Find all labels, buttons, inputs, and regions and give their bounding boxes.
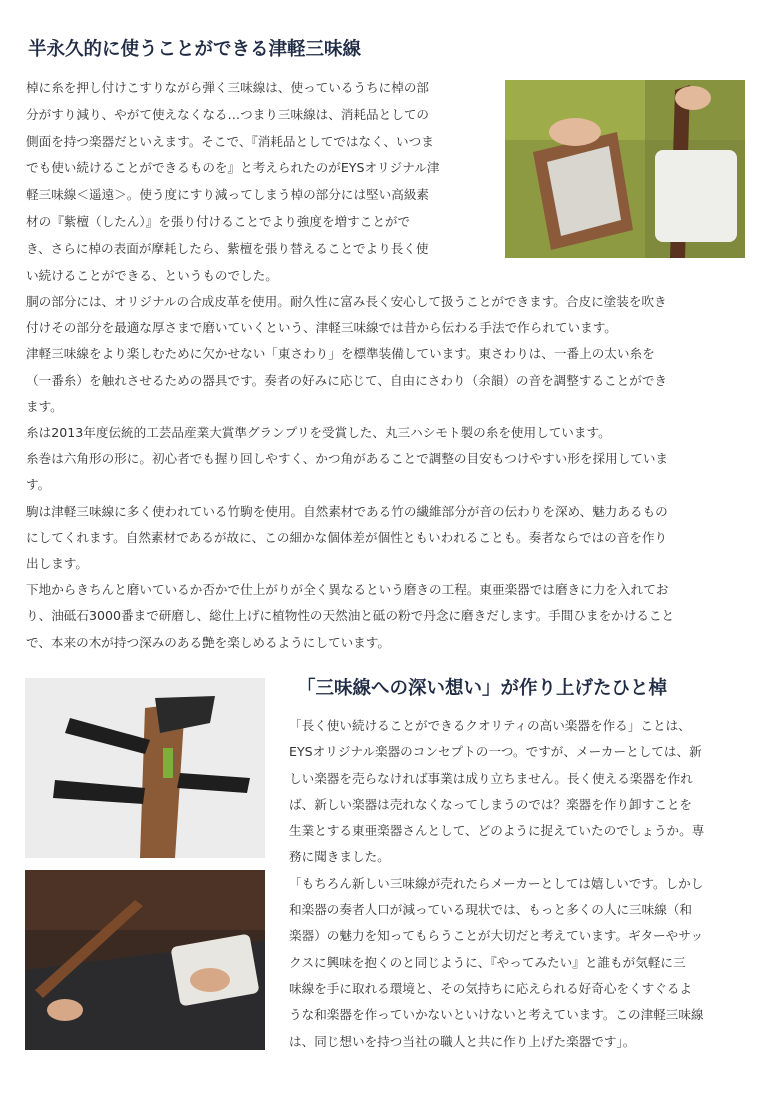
text-line: 務に聞きました。 [289, 849, 390, 865]
text-line: ます。 [26, 398, 63, 414]
text-line: 下地からきちんと磨いているか否かで仕上がりが全く異なるという磨きの工程。東亜楽器では磨きに力を入れてお [26, 582, 669, 598]
text-line: 生業とする東亜楽器さんとして、どのように捉えていたのでしょうか。専 [289, 823, 705, 839]
text-line: 和楽器の奏者人口が減っている現状では、もっと多くの人に三味線（和 [289, 902, 692, 918]
text-line: 味線を手に取れる環境と、その気持ちに応えられる好奇心をくすぐるよ [289, 980, 692, 996]
text-line: い続けることができる、というものでした。 [26, 267, 278, 283]
text-line: EYSオリジナル楽器のコンセプトの一つ。ですが、メーカーとしては、新 [289, 744, 702, 760]
text-line: でも使い続けることができるものを』と考えられたのがEYSオリジナル津 [26, 160, 440, 176]
text-line: 楽器）の魅力を知ってもらうことが大切だと考えています。ギターやサッ [289, 928, 704, 944]
text-line: は、同じ想いを持つ当社の職人と共に作り上げた楽器です」。 [289, 1033, 636, 1049]
text-line: 棹に糸を押し付けこすりながら弾く三味線は、使っているうちに棹の部 [26, 80, 429, 95]
text-line: 側面を持つ楽器だといえます。そこで、『消耗品としてではなく、いつま [26, 133, 434, 149]
text-line: 「もちろん新しい三味線が売れたらメーカーとしては嬉しいです。しかし [289, 875, 704, 891]
text-line: り、油砥石3000番まで研磨し、総仕上げに植物性の天然油と砥の粉で丹念に磨きだします。手間ひまをかけること [26, 608, 675, 624]
text-line: 材の『紫檀（したん）』を張り付けることでより強度を増すことがで [26, 213, 411, 229]
shamisen-head-photo [25, 678, 265, 858]
text-line: 糸巻は六角形の形に。初心者でも握り回しやすく、かつ角があることで調整の目安もつけやすい形を採用していま [26, 451, 669, 467]
shamisen-player-photo [25, 870, 265, 1050]
text-line: で、本来の木が持つ深みのある艶を楽しめるようにしています。 [26, 634, 390, 650]
text-line: 出します。 [26, 556, 88, 572]
text-line: しい楽器を売らなければ事業は成り立ちません。長く使える楽器を作れ [289, 770, 693, 786]
text-line: にしてくれます。自然素材であるが故に、この細かな個体差が個性ともいわれることも。奏者ならではの音を作り [26, 529, 668, 545]
text-line: 胴の部分には、オリジナルの合成皮革を使用。耐久性に富み長く安心して扱うことができます。合皮に塗装を吹き [26, 294, 667, 309]
text-line: 駒は津軽三味線に多く使われている竹駒を使用。自然素材である竹の繊維部分が音の伝わりを深め、魅力あるもの [26, 503, 668, 519]
shamisen-body-photo [505, 80, 745, 258]
text-line: 津軽三味線をより楽しむために欠かせない「東さわり」を標準装備しています。東さわりは、一番上の太い糸を [26, 346, 655, 362]
text-line: 「長く使い続けることができるクオリティの高い楽器を作る」ことは、 [289, 718, 691, 733]
text-line: す。 [26, 477, 51, 493]
text-line: （一番糸）を触れさせるための器具です。奏者の好みに応じて、自由にさわり（余韻）の音を調整することができ [26, 372, 668, 388]
text-line: 糸は2013年度伝統的工芸品産業大賞準グランプリを受賞した、丸三ハシモト製の糸を使用しています。 [26, 425, 611, 441]
section2-body [289, 713, 749, 1055]
section2-title: 「三味線への深い想い」が作り上げたひと棹 [297, 678, 668, 699]
text-line: 軽三味線＜遥遠＞。使う度にすり減ってしまう棹の部分には堅い高級素 [26, 187, 429, 203]
text-line: うな和楽器を作っていかないといけないと考えています。この津軽三味線 [289, 1007, 704, 1023]
text-line: 分がすり減り、やがて使えなくなる…つまり三味線は、消耗品としての [26, 106, 429, 122]
text-line: ば、新しい楽器は売れなくなってしまうのでは？楽器を作り卸すことを [289, 796, 692, 812]
section1-title: 半永久的に使うことができる津軽三味線 [28, 39, 362, 60]
section1-body [26, 289, 746, 656]
text-line: クスに興味を抱くのと同じように、『やってみたい』と誰もが気軽に三 [289, 954, 686, 970]
text-line: き、さらに棹の表面が摩耗したら、紫檀を張り替えることでより長く使 [26, 240, 429, 256]
text-line: 付けその部分を最適な厚さまで磨いていくという、津軽三味線では昔から伝わる手法で作られています。 [26, 320, 617, 336]
section1-intro [26, 75, 504, 289]
